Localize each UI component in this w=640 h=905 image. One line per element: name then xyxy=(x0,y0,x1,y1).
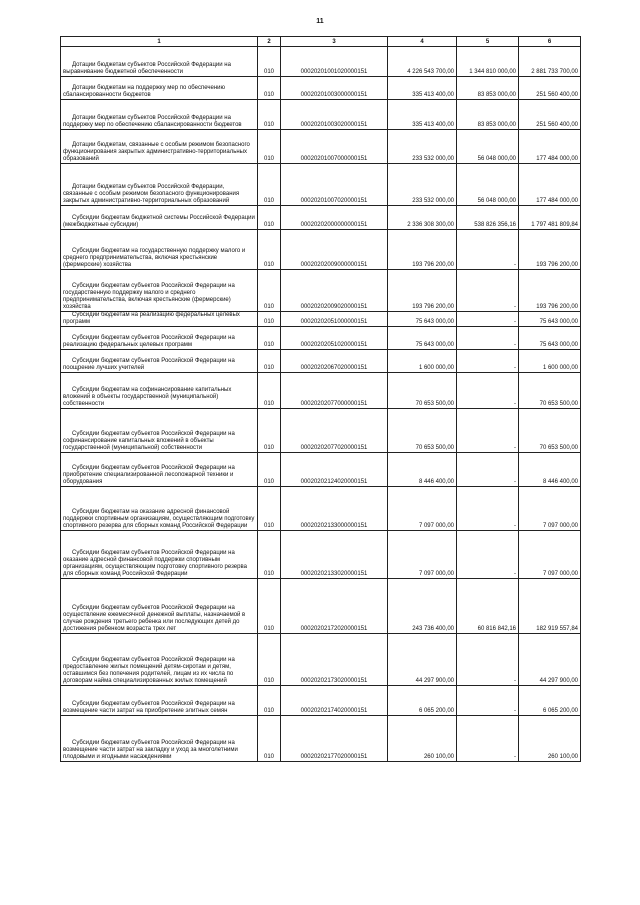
column-header: 1 xyxy=(61,37,258,47)
table-row xyxy=(61,327,581,350)
row-budget-code-cell: 00020202000000000151 xyxy=(281,206,388,230)
table-header-row xyxy=(61,37,581,47)
row-name-text: Субсидии бюджетам бюджетной системы Российской Федерации (межбюджетные субсидии) xyxy=(63,215,255,228)
row-budget-code-cell: 00020201007020000151 xyxy=(281,164,388,206)
row-budget-code-cell: 00020201003020000151 xyxy=(281,100,388,130)
row-budget-code-cell: 00020202124020000151 xyxy=(281,453,388,487)
row-budget-code-cell: 00020201003000000151 xyxy=(281,77,388,100)
row-column2-cell: 010 xyxy=(258,164,281,206)
row-name-cell xyxy=(61,47,258,77)
row-value5-cell: 60 816 842,16 xyxy=(457,579,519,634)
row-name-cell xyxy=(61,164,258,206)
row-value6-cell: 75 643 000,00 xyxy=(519,327,581,350)
table-row xyxy=(61,350,581,373)
row-budget-code-cell: 00020202173020000151 xyxy=(281,634,388,686)
row-value6-cell: 1 797 481 809,84 xyxy=(519,206,581,230)
row-value6-cell: 70 653 500,00 xyxy=(519,409,581,453)
row-name-cell xyxy=(61,716,258,762)
table-row xyxy=(61,634,581,686)
row-column2-cell: 010 xyxy=(258,77,281,100)
table-row xyxy=(61,373,581,409)
row-budget-code-cell: 00020202077020000151 xyxy=(281,409,388,453)
row-value5-cell: 1 344 810 000,00 xyxy=(457,47,519,77)
row-value5-cell: - xyxy=(457,634,519,686)
row-column2-cell: 010 xyxy=(258,634,281,686)
row-name-cell xyxy=(61,77,258,100)
row-value4-cell: 44 297 900,00 xyxy=(388,634,457,686)
row-column2-cell: 010 xyxy=(258,716,281,762)
table-row xyxy=(61,77,581,100)
row-value4-cell: 70 653 500,00 xyxy=(388,373,457,409)
row-name-text: Субсидии бюджетам на государственную поддержку малого и среднего предпринимательства, включая крестьянские (фермерские) хозяйства xyxy=(63,248,246,268)
row-budget-code-cell: 00020202133000000151 xyxy=(281,487,388,531)
row-column2-cell: 010 xyxy=(258,47,281,77)
row-name-text: Субсидии бюджетам субъектов Российской Федерации на предоставление жилых помещений детям-сиротам и детям, оставшимся без попечения родителей, лицам из их числа по договорам найма специализированных жилых помещений xyxy=(63,657,235,684)
row-column2-cell: 010 xyxy=(258,409,281,453)
row-name-text: Субсидии бюджетам субъектов Российской Федерации на возмещение части затрат на приобретение элитных семян xyxy=(63,701,235,714)
row-value6-cell: 182 919 557,84 xyxy=(519,579,581,634)
row-name-text: Субсидии бюджетам субъектов Российской Федерации на поощрение лучших учителей xyxy=(63,358,235,371)
row-column2-cell: 010 xyxy=(258,312,281,327)
row-budget-code-cell: 00020201007000000151 xyxy=(281,130,388,164)
row-value4-cell: 70 653 500,00 xyxy=(388,409,457,453)
row-budget-code-cell: 00020202177020000151 xyxy=(281,716,388,762)
row-column2-cell: 010 xyxy=(258,487,281,531)
row-name-cell xyxy=(61,686,258,716)
table-row xyxy=(61,487,581,531)
row-value4-cell: 260 100,00 xyxy=(388,716,457,762)
row-value5-cell: 83 853 000,00 xyxy=(457,100,519,130)
row-name-text: Дотации бюджетам субъектов Российской Федерации на поддержку мер по обеспечению сбалансированности бюджетов xyxy=(63,115,242,128)
row-value6-cell: 177 484 000,00 xyxy=(519,164,581,206)
row-value5-cell: - xyxy=(457,312,519,327)
row-name-cell xyxy=(61,487,258,531)
page-number: 11 xyxy=(316,18,324,25)
table-row xyxy=(61,579,581,634)
row-name-text: Субсидии бюджетам на софинансирование капитальных вложений в объекты государственной (муниципальной) собственности xyxy=(63,387,232,407)
row-value4-cell: 1 600 000,00 xyxy=(388,350,457,373)
row-column2-cell: 010 xyxy=(258,230,281,270)
row-value4-cell: 7 097 000,00 xyxy=(388,487,457,531)
row-value6-cell: 8 446 400,00 xyxy=(519,453,581,487)
row-name-cell xyxy=(61,373,258,409)
row-value5-cell: 83 853 000,00 xyxy=(457,77,519,100)
row-name-text: Субсидии бюджетам на реализацию федеральных целевых программ xyxy=(63,312,240,325)
row-value6-cell: 70 653 500,00 xyxy=(519,373,581,409)
row-budget-code-cell: 00020202133020000151 xyxy=(281,531,388,579)
row-value5-cell: - xyxy=(457,270,519,312)
row-name-cell xyxy=(61,206,258,230)
row-column2-cell: 010 xyxy=(258,686,281,716)
table-row xyxy=(61,686,581,716)
row-budget-code-cell: 00020202067020000151 xyxy=(281,350,388,373)
row-value6-cell: 260 100,00 xyxy=(519,716,581,762)
table-row xyxy=(61,409,581,453)
row-value5-cell: - xyxy=(457,327,519,350)
row-column2-cell: 010 xyxy=(258,579,281,634)
row-value4-cell: 4 226 543 700,00 xyxy=(388,47,457,77)
row-budget-code-cell: 00020202077000000151 xyxy=(281,373,388,409)
row-name-cell xyxy=(61,312,258,327)
row-name-text: Субсидии бюджетам субъектов Российской Федерации на государственную поддержку малого и среднего предпринимательства, включая крестьянские (фермерские) хозяйства xyxy=(63,283,235,310)
row-value5-cell: - xyxy=(457,409,519,453)
row-value4-cell: 233 532 000,00 xyxy=(388,130,457,164)
row-value6-cell: 6 065 200,00 xyxy=(519,686,581,716)
column-header: 4 xyxy=(388,37,457,47)
row-value5-cell: - xyxy=(457,487,519,531)
row-value4-cell: 335 413 400,00 xyxy=(388,100,457,130)
row-value5-cell: 538 826 356,16 xyxy=(457,206,519,230)
row-value6-cell: 193 796 200,00 xyxy=(519,230,581,270)
table-row xyxy=(61,312,581,327)
row-name-text: Субсидии бюджетам субъектов Российской Федерации на оказание адресной финансовой поддержки спортивным организациям, осуществляющим подготовку спортивного резерва для сборных команд Российской Федерации xyxy=(63,550,247,577)
row-column2-cell: 010 xyxy=(258,130,281,164)
row-name-cell xyxy=(61,350,258,373)
row-name-cell xyxy=(61,531,258,579)
row-value4-cell: 75 643 000,00 xyxy=(388,327,457,350)
column-header: 2 xyxy=(258,37,281,47)
row-name-cell xyxy=(61,409,258,453)
row-value5-cell: 56 048 000,00 xyxy=(457,130,519,164)
row-budget-code-cell: 00020202172020000151 xyxy=(281,579,388,634)
table-row xyxy=(61,164,581,206)
row-value4-cell: 6 065 200,00 xyxy=(388,686,457,716)
row-name-text: Субсидии бюджетам субъектов Российской Федерации на софинансирование капитальных вложений в объекты государственной (муниципальной) собственности xyxy=(63,431,235,451)
row-name-cell xyxy=(61,453,258,487)
row-name-cell xyxy=(61,579,258,634)
row-name-text: Дотации бюджетам субъектов Российской Федерации, связанные с особым режимом безопасного функционирования закрытых административно-территориальных образований xyxy=(63,184,240,204)
table-row xyxy=(61,206,581,230)
row-name-text: Дотации бюджетам, связанные с особым режимом безопасного функционирования закрытых административно-территориальных образований xyxy=(63,142,250,162)
row-name-cell xyxy=(61,100,258,130)
row-value4-cell: 193 796 200,00 xyxy=(388,230,457,270)
row-name-text: Субсидии бюджетам на оказание адресной финансовой поддержки спортивным организациям, осуществляющим подготовку спортивного резерва для сборных команд Российской Федерации xyxy=(63,509,255,529)
row-value5-cell: - xyxy=(457,350,519,373)
row-value6-cell: 251 560 400,00 xyxy=(519,77,581,100)
row-value4-cell: 7 097 000,00 xyxy=(388,531,457,579)
row-budget-code-cell: 00020202051020000151 xyxy=(281,327,388,350)
table-row xyxy=(61,100,581,130)
row-value4-cell: 193 796 200,00 xyxy=(388,270,457,312)
row-value4-cell: 243 736 400,00 xyxy=(388,579,457,634)
row-name-text: Субсидии бюджетам субъектов Российской Федерации на приобретение специализированной лесопожарной техники и оборудования xyxy=(63,465,235,485)
table-row xyxy=(61,453,581,487)
row-name-cell xyxy=(61,634,258,686)
column-header: 6 xyxy=(519,37,581,47)
budget-table xyxy=(60,36,581,762)
row-value4-cell: 2 336 308 300,00 xyxy=(388,206,457,230)
row-value5-cell: - xyxy=(457,531,519,579)
row-budget-code-cell: 00020202051000000151 xyxy=(281,312,388,327)
row-budget-code-cell: 00020202174020000151 xyxy=(281,686,388,716)
row-column2-cell: 010 xyxy=(258,327,281,350)
table-row xyxy=(61,716,581,762)
row-name-text: Дотации бюджетам на поддержку мер по обеспечению сбалансированности бюджетов xyxy=(63,85,226,98)
row-name-cell xyxy=(61,270,258,312)
row-budget-code-cell: 00020202009020000151 xyxy=(281,270,388,312)
row-value4-cell: 75 643 000,00 xyxy=(388,312,457,327)
row-value4-cell: 335 413 400,00 xyxy=(388,77,457,100)
row-name-cell xyxy=(61,130,258,164)
row-name-text: Субсидии бюджетам субъектов Российской Федерации на осуществление ежемесячной денежной выплаты, назначаемой в случае рождения третьего ребенка или последующих детей до достижения ребенком возраста трех лет xyxy=(63,605,246,632)
row-value5-cell: 56 048 000,00 xyxy=(457,164,519,206)
row-value6-cell: 1 600 000,00 xyxy=(519,350,581,373)
column-header: 5 xyxy=(457,37,519,47)
row-column2-cell: 010 xyxy=(258,453,281,487)
row-budget-code-cell: 00020202009000000151 xyxy=(281,230,388,270)
row-name-cell xyxy=(61,327,258,350)
table-row xyxy=(61,230,581,270)
row-value5-cell: - xyxy=(457,230,519,270)
row-column2-cell: 010 xyxy=(258,373,281,409)
row-name-cell xyxy=(61,230,258,270)
row-value6-cell: 7 097 000,00 xyxy=(519,531,581,579)
row-value6-cell: 44 297 900,00 xyxy=(519,634,581,686)
row-value6-cell: 2 881 733 700,00 xyxy=(519,47,581,77)
row-value6-cell: 251 560 400,00 xyxy=(519,100,581,130)
table-row xyxy=(61,270,581,312)
row-value4-cell: 8 446 400,00 xyxy=(388,453,457,487)
row-column2-cell: 010 xyxy=(258,100,281,130)
row-value5-cell: - xyxy=(457,373,519,409)
table-row xyxy=(61,531,581,579)
row-value6-cell: 177 484 000,00 xyxy=(519,130,581,164)
table-row xyxy=(61,47,581,77)
column-header: 3 xyxy=(281,37,388,47)
row-column2-cell: 010 xyxy=(258,531,281,579)
row-value6-cell: 75 643 000,00 xyxy=(519,312,581,327)
table-row xyxy=(61,130,581,164)
row-value6-cell: 7 097 000,00 xyxy=(519,487,581,531)
row-value5-cell: - xyxy=(457,686,519,716)
row-column2-cell: 010 xyxy=(258,206,281,230)
row-budget-code-cell: 00020201001020000151 xyxy=(281,47,388,77)
row-column2-cell: 010 xyxy=(258,350,281,373)
row-value5-cell: - xyxy=(457,716,519,762)
row-value4-cell: 233 532 000,00 xyxy=(388,164,457,206)
row-name-text: Дотации бюджетам субъектов Российской Федерации на выравнивание бюджетной обеспеченности xyxy=(63,62,231,75)
row-column2-cell: 010 xyxy=(258,270,281,312)
row-name-text: Субсидии бюджетам субъектов Российской Федерации на возмещение части затрат на закладку и уход за многолетними плодовыми и ягодными насаждениями xyxy=(63,740,238,760)
row-value5-cell: - xyxy=(457,453,519,487)
row-value6-cell: 193 796 200,00 xyxy=(519,270,581,312)
row-name-text: Субсидии бюджетам субъектов Российской Федерации на реализацию федеральных целевых программ xyxy=(63,335,235,348)
